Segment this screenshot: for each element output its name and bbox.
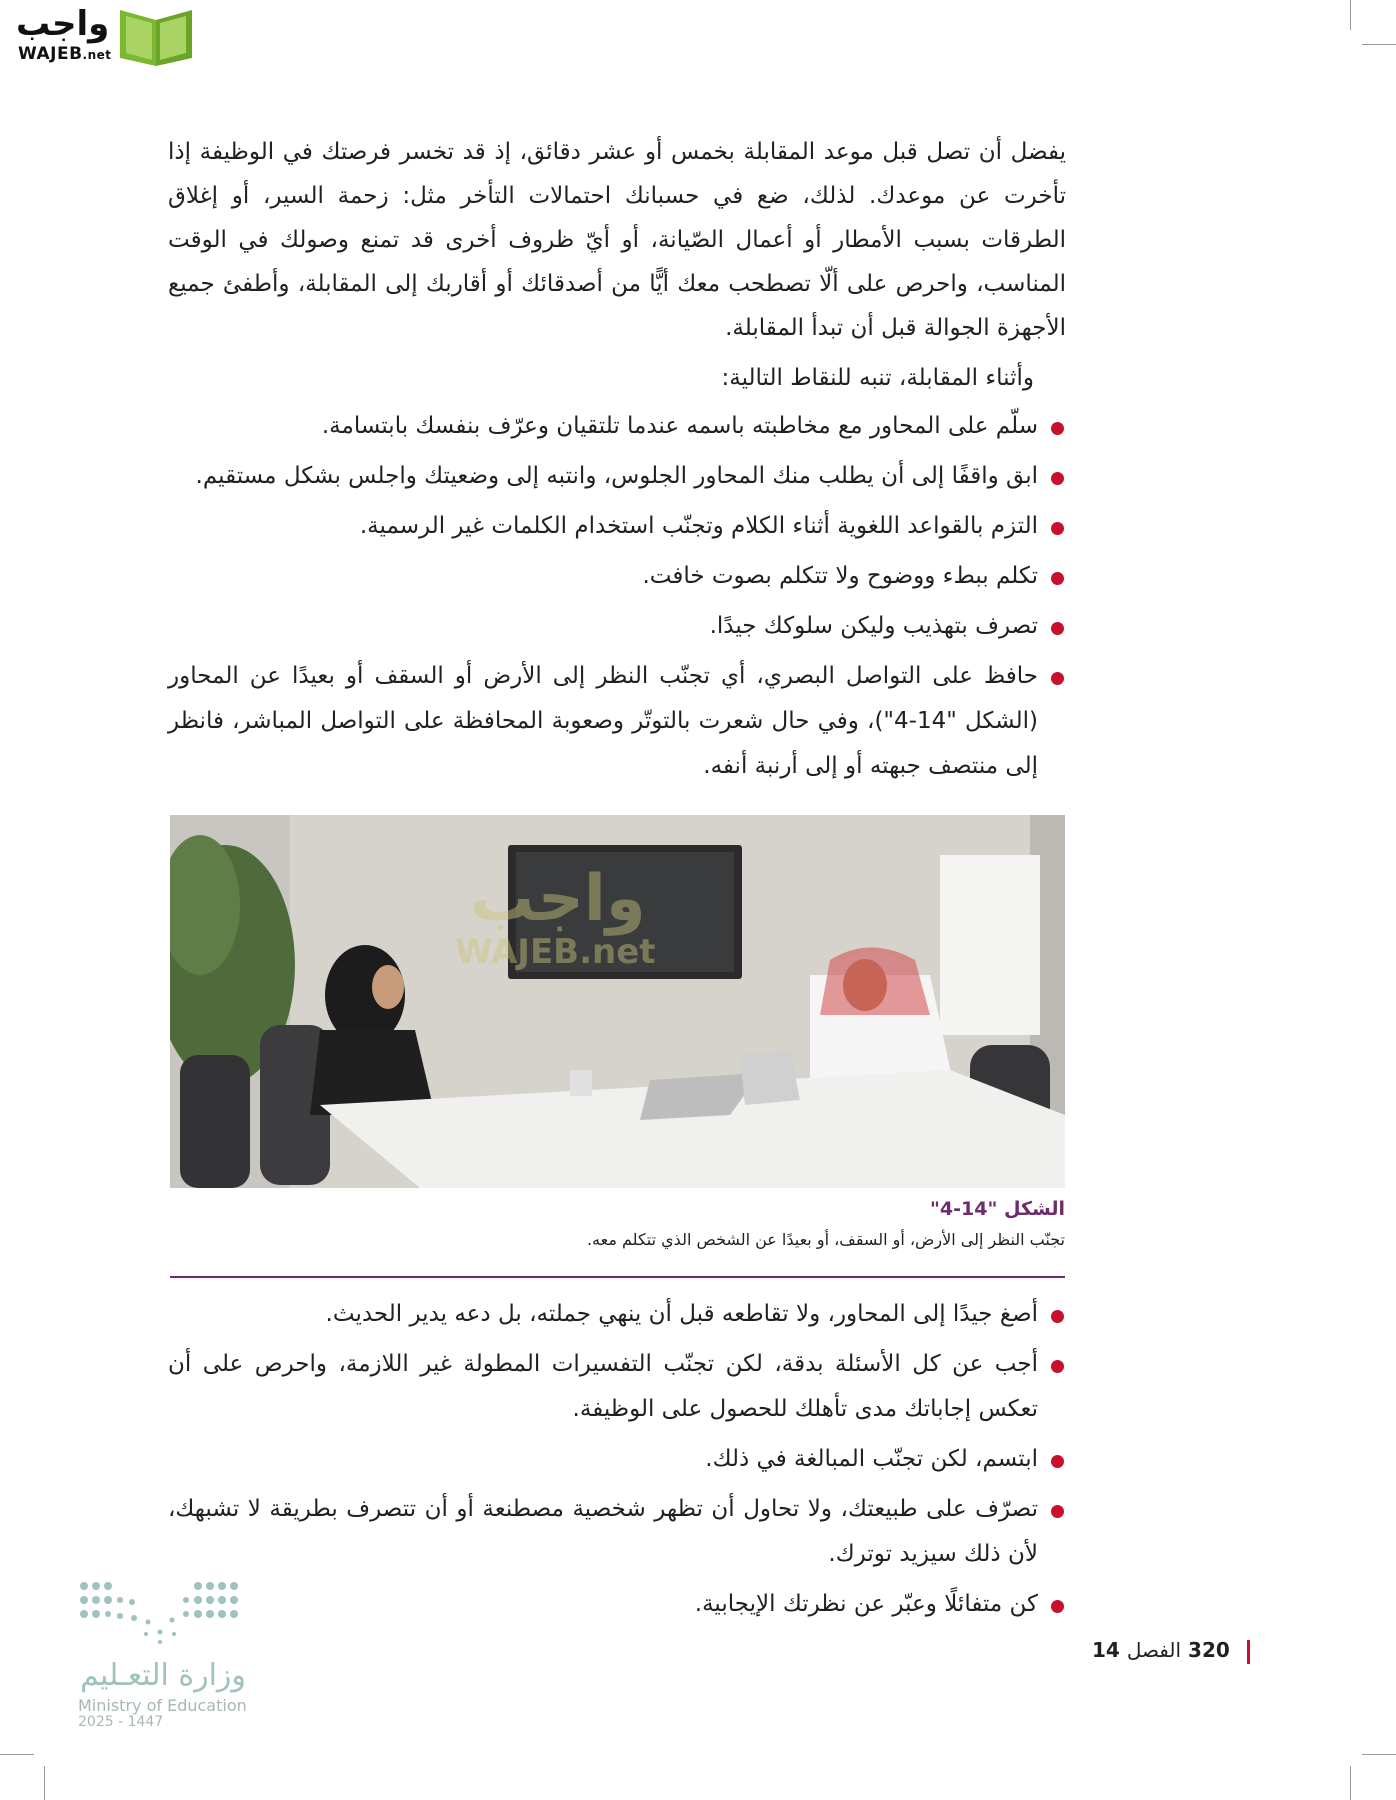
ministry-english-name: Ministry of Education bbox=[78, 1696, 247, 1715]
intro-paragraph: يفضل أن تصل قبل موعد المقابلة بخمس أو عشر دقائق، إذ قد تخسر فرصتك في الوظيفة إذا تأخرت عن موعدك. لذلك، ضع في حسبانك احتمالات التأخر مثل: زحمة السير، أو إغلاق الطرقات بسبب الأمطار أو أعمال الصّيانة، أو أيّ ظروف أخرى قد تمنع وصولك في الوقت المناسب، واحرص على ألّا تصطحب معك أيًّا من أصدقائك أو أقاربك إلى المقابلة، وأطفئ جميع الأجهزة الجوالة قبل أن تبدأ المقابلة. bbox=[168, 139, 1066, 341]
list-item: التزم بالقواعد اللغوية أثناء الكلام وتجنّب استخدام الكلمات غير الرسمية. bbox=[168, 504, 1066, 549]
caption-divider bbox=[170, 1276, 1065, 1278]
bullet-icon bbox=[1051, 672, 1064, 685]
interview-photo bbox=[170, 815, 1065, 1188]
list-item: تصرف بتهذيب وليكن سلوكك جيدًا. bbox=[168, 604, 1066, 649]
list-item: أصغ جيدًا إلى المحاور، ولا تقاطعه قبل أن ينهي جملته، بل دعه يدير الحديث. bbox=[168, 1292, 1066, 1337]
interview-tips-list bbox=[168, 404, 1066, 794]
figure-label: الشكل "14-4" bbox=[930, 1198, 1065, 1220]
ministry-dots-icon bbox=[76, 1578, 246, 1648]
crop-mark bbox=[1350, 1766, 1351, 1800]
figure-caption: تجنّب النظر إلى الأرض، أو السقف، أو بعيدًا عن الشخص الذي تتكلم معه. bbox=[586, 1230, 1065, 1249]
page-footer bbox=[1092, 1638, 1230, 1662]
bullet-icon bbox=[1051, 622, 1064, 635]
crop-mark bbox=[0, 1754, 34, 1755]
svg-text:واجب: واجب bbox=[470, 862, 646, 936]
footer-accent-bar bbox=[1247, 1640, 1250, 1664]
ministry-logo bbox=[76, 1578, 254, 1728]
crop-mark bbox=[1362, 44, 1396, 45]
bullet-icon bbox=[1051, 1455, 1064, 1468]
ministry-arabic-name: وزارة التعـليم bbox=[80, 1658, 246, 1693]
interview-tips-list-continued bbox=[168, 1292, 1066, 1632]
list-item: تكلم ببطء ووضوح ولا تتكلم بصوت خافت. bbox=[168, 554, 1066, 599]
list-item: حافظ على التواصل البصري، أي تجنّب النظر إلى الأرض أو السقف أو بعيدًا عن المحاور (الشكل "14-4")، وفي حال شعرت بالتوتّر وصعوبة المحافظة على التواصل المباشر، فانظر إلى منتصف جبهته أو إلى أرنبة أنفه. bbox=[168, 654, 1066, 789]
logo-arabic-text: واجب bbox=[16, 4, 110, 44]
bullet-icon bbox=[1051, 1360, 1064, 1373]
list-item: ابق واقفًا إلى أن يطلب منك المحاور الجلوس، وانتبه إلى وضعيتك واجلس بشكل مستقيم. bbox=[168, 454, 1066, 499]
list-item: سلّم على المحاور مع مخاطبته باسمه عندما تلتقيان وعرّف بنفسك بابتسامة. bbox=[168, 404, 1066, 449]
logo-english-text: WAJEB.net bbox=[18, 44, 112, 64]
list-item: ابتسم، لكن تجنّب المبالغة في ذلك. bbox=[168, 1437, 1066, 1482]
bullet-icon bbox=[1051, 1310, 1064, 1323]
page-number: 320 bbox=[1188, 1638, 1230, 1662]
bullet-icon bbox=[1051, 1600, 1064, 1613]
book-icon bbox=[114, 6, 198, 66]
ministry-year: 2025 - 1447 bbox=[78, 1714, 164, 1730]
list-item: تصرّف على طبيعتك، ولا تحاول أن تظهر شخصية مصطنعة أو أن تتصرف بطريقة لا تشبهك، لأن ذلك سيزيد توترك. bbox=[168, 1487, 1066, 1577]
crop-mark bbox=[44, 1766, 45, 1800]
bullet-icon bbox=[1051, 472, 1064, 485]
bullet-icon bbox=[1051, 422, 1064, 435]
lead-in-text: وأثناء المقابلة، تنبه للنقاط التالية: bbox=[721, 365, 1034, 391]
crop-mark bbox=[1362, 1754, 1396, 1755]
svg-text:WAJEB.net: WAJEB.net bbox=[455, 932, 656, 972]
bullet-icon bbox=[1051, 522, 1064, 535]
list-item: أجب عن كل الأسئلة بدقة، لكن تجنّب التفسيرات المطولة غير اللازمة، واحرص على أن تعكس إجاباتك مدى تأهلك للحصول على الوظيفة. bbox=[168, 1342, 1066, 1432]
chapter-number: 14 bbox=[1092, 1638, 1120, 1662]
chapter-label: الفصل bbox=[1126, 1638, 1182, 1662]
bullet-icon bbox=[1051, 1505, 1064, 1518]
crop-mark bbox=[1350, 0, 1351, 30]
list-item: كن متفائلًا وعبّر عن نظرتك الإيجابية. bbox=[168, 1582, 1066, 1627]
wajeb-logo[interactable] bbox=[10, 4, 190, 66]
bullet-icon bbox=[1051, 572, 1064, 585]
